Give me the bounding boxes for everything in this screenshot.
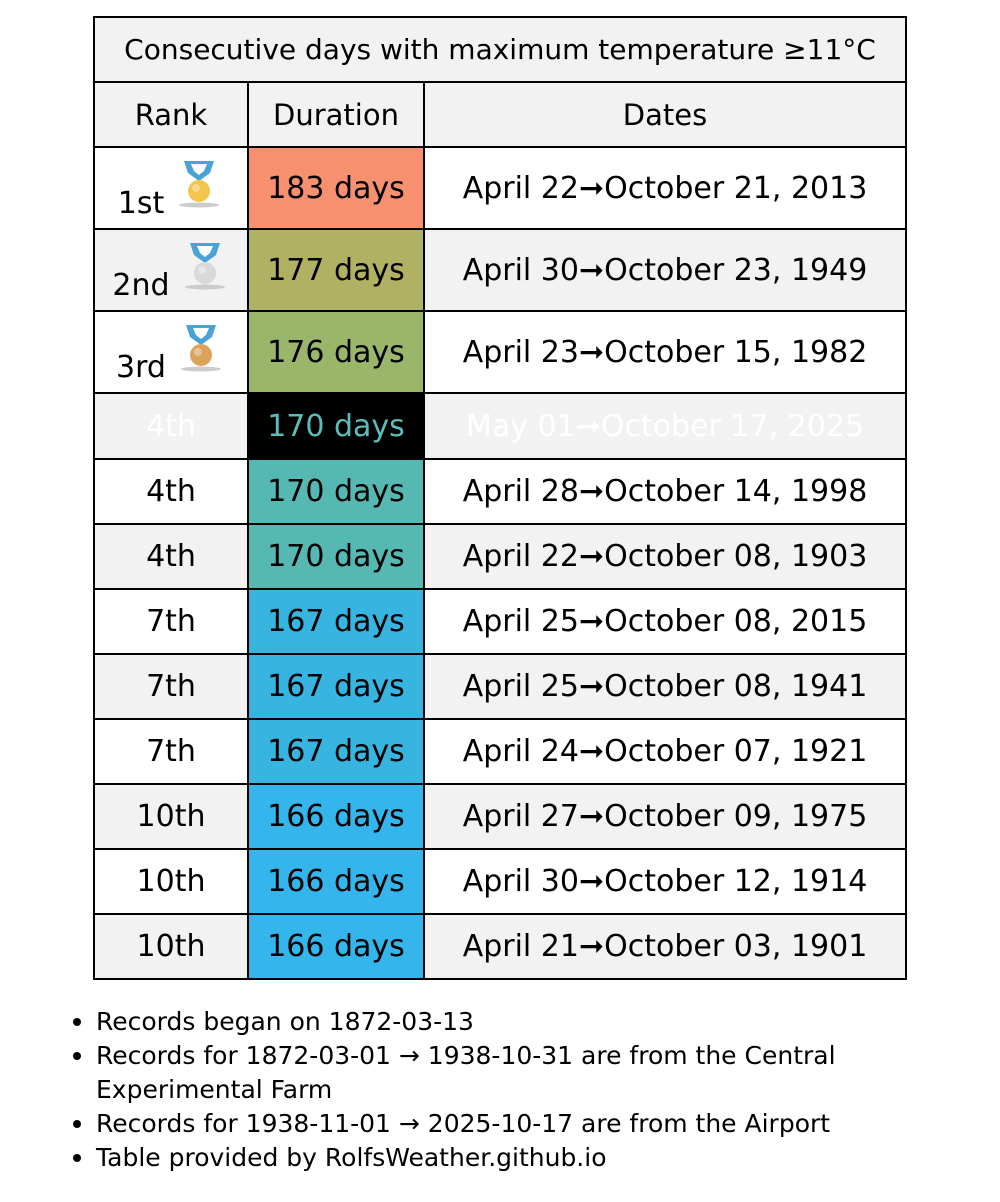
dates-header: Dates xyxy=(424,82,906,147)
rank-cell xyxy=(94,311,248,393)
note-item: Records for 1938-11-01 → 2025-10-17 are from the Airport xyxy=(96,1107,946,1141)
table-row xyxy=(94,914,906,979)
table-row xyxy=(94,654,906,719)
table-row xyxy=(94,849,906,914)
table-row xyxy=(94,459,906,524)
dates-cell: May 01➞October 17, 2025 xyxy=(424,393,906,459)
rank-cell: 10th xyxy=(94,914,248,979)
rank-cell: 10th xyxy=(94,849,248,914)
table-row xyxy=(94,147,906,229)
dates-cell: April 23➞October 15, 1982 xyxy=(424,311,906,393)
rank-header: Rank xyxy=(94,82,248,147)
dates-cell: April 22➞October 21, 2013 xyxy=(424,147,906,229)
duration-cell: 176 days xyxy=(248,311,424,393)
duration-cell: 166 days xyxy=(248,914,424,979)
dates-cell: April 21➞October 03, 1901 xyxy=(424,914,906,979)
rank-cell: 4th xyxy=(94,393,248,459)
dates-cell: April 27➞October 09, 1975 xyxy=(424,784,906,849)
dates-cell: April 22➞October 08, 1903 xyxy=(424,524,906,589)
duration-header: Duration xyxy=(248,82,424,147)
dates-cell: April 25➞October 08, 1941 xyxy=(424,654,906,719)
dates-cell: April 28➞October 14, 1998 xyxy=(424,459,906,524)
gold-medal-icon xyxy=(174,159,224,209)
table-row xyxy=(94,719,906,784)
dates-cell: April 30➞October 23, 1949 xyxy=(424,229,906,311)
dates-cell: April 24➞October 07, 1921 xyxy=(424,719,906,784)
notes-list xyxy=(44,1005,946,1175)
rank-cell: 7th xyxy=(94,719,248,784)
rank-cell xyxy=(94,229,248,311)
table-row xyxy=(94,524,906,589)
silver-medal-icon xyxy=(180,241,230,291)
dates-cell: April 30➞October 12, 1914 xyxy=(424,849,906,914)
table-body xyxy=(94,147,906,979)
rank-label: 2nd xyxy=(112,268,170,303)
table-row xyxy=(94,311,906,393)
table-row xyxy=(94,784,906,849)
table-row xyxy=(94,229,906,311)
rank-label: 3rd xyxy=(116,350,166,385)
duration-cell: 170 days xyxy=(248,459,424,524)
rank-cell: 7th xyxy=(94,589,248,654)
records-table xyxy=(93,16,907,980)
duration-cell: 167 days xyxy=(248,654,424,719)
rank-cell xyxy=(94,147,248,229)
duration-cell: 183 days xyxy=(248,147,424,229)
dates-cell: April 25➞October 08, 2015 xyxy=(424,589,906,654)
duration-cell: 166 days xyxy=(248,849,424,914)
duration-cell: 167 days xyxy=(248,719,424,784)
table-row xyxy=(94,393,906,459)
rank-label: 1st xyxy=(117,186,165,221)
rank-cell: 10th xyxy=(94,784,248,849)
note-item: Records for 1872-03-01 → 1938-10-31 are from the Central Experimental Farm xyxy=(96,1039,946,1107)
rank-cell: 7th xyxy=(94,654,248,719)
duration-cell: 177 days xyxy=(248,229,424,311)
bronze-medal-icon xyxy=(176,323,226,373)
rank-cell: 4th xyxy=(94,459,248,524)
table-title: Consecutive days with maximum temperature ≥11°C xyxy=(94,17,906,82)
table-row xyxy=(94,589,906,654)
duration-cell: 166 days xyxy=(248,784,424,849)
note-item: Records began on 1872-03-13 xyxy=(96,1005,946,1039)
duration-cell: 170 days xyxy=(248,393,424,459)
note-item: Table provided by RolfsWeather.github.io xyxy=(96,1141,946,1175)
duration-cell: 167 days xyxy=(248,589,424,654)
rank-cell: 4th xyxy=(94,524,248,589)
duration-cell: 170 days xyxy=(248,524,424,589)
header-row xyxy=(94,82,906,147)
